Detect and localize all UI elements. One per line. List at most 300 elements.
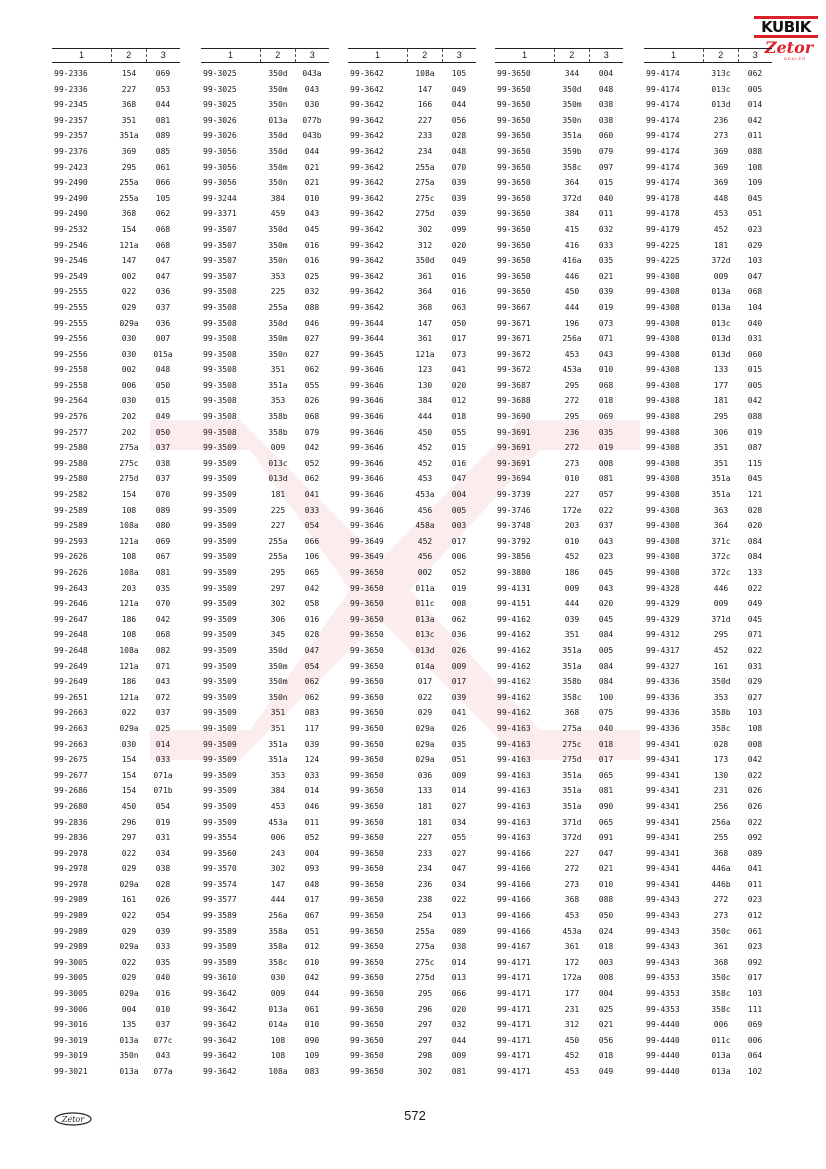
part-number: 99-3672 <box>497 365 531 375</box>
position-code: 092 <box>747 833 763 843</box>
table-row <box>348 752 476 768</box>
table-row <box>348 425 476 441</box>
column-header <box>52 48 180 63</box>
group-code: 161 <box>713 661 729 671</box>
position-code: 026 <box>747 786 763 796</box>
part-number: 99-3650 <box>497 178 531 188</box>
part-number: 99-3650 <box>497 240 531 250</box>
position-code: 044 <box>304 146 320 156</box>
group-code: 227 <box>417 115 433 125</box>
position-code: 037 <box>155 1020 171 1030</box>
part-number: 99-3509 <box>203 817 237 827</box>
group-code: 006 <box>270 833 286 843</box>
part-number: 99-3642 <box>203 1020 237 1030</box>
group-code: 147 <box>417 318 433 328</box>
position-code: 063 <box>451 302 467 312</box>
group-code: 121a <box>119 240 139 250</box>
group-code: 298 <box>417 1051 433 1061</box>
part-number: 99-2549 <box>54 271 88 281</box>
group-code: 351 <box>270 708 286 718</box>
group-code: 351a <box>562 131 582 141</box>
group-code: 243 <box>270 848 286 858</box>
table-row <box>644 113 772 129</box>
group-code: 302 <box>270 599 286 609</box>
group-code: 416 <box>564 240 580 250</box>
position-code: 051 <box>747 209 763 219</box>
group-code: 013c <box>711 318 731 328</box>
group-code: 006 <box>121 380 137 390</box>
table-row <box>201 253 329 269</box>
part-number: 99-3589 <box>203 942 237 952</box>
part-number: 99-2978 <box>54 879 88 889</box>
table-row <box>348 1033 476 1049</box>
part-number: 99-3691 <box>497 443 531 453</box>
part-number: 99-3650 <box>350 1067 384 1076</box>
position-code: 011 <box>747 879 763 889</box>
table-row <box>644 191 772 207</box>
group-code: 350m <box>268 677 288 687</box>
table-row <box>644 768 772 784</box>
table-row <box>348 1017 476 1033</box>
table-row <box>201 1064 329 1080</box>
part-number: 99-3509 <box>203 677 237 687</box>
position-code: 100 <box>598 692 614 702</box>
part-number: 99-3025 <box>203 69 237 78</box>
position-code: 010 <box>304 193 320 203</box>
group-code: 450 <box>121 801 137 811</box>
group-code: 364 <box>713 521 729 531</box>
part-number: 99-4174 <box>646 69 680 78</box>
group-code: 353 <box>270 396 286 406</box>
group-code: 236 <box>417 879 433 889</box>
table-row <box>495 113 623 129</box>
part-number: 99-4225 <box>646 240 680 250</box>
part-number: 99-4353 <box>646 989 680 999</box>
table-row <box>495 1002 623 1018</box>
position-code: 054 <box>304 521 320 531</box>
position-code: 042 <box>304 443 320 453</box>
position-code: 103 <box>747 708 763 718</box>
position-code: 019 <box>155 817 171 827</box>
group-code: 275d <box>415 209 435 219</box>
table-row <box>495 393 623 409</box>
part-number: 99-3371 <box>203 209 237 219</box>
part-number: 99-4308 <box>646 505 680 515</box>
group-code: 351a <box>268 380 288 390</box>
position-code: 010 <box>155 1004 171 1014</box>
position-code: 037 <box>598 521 614 531</box>
position-code: 047 <box>451 474 467 484</box>
part-number: 99-3650 <box>350 677 384 687</box>
position-code: 060 <box>598 131 614 141</box>
group-code: 236 <box>564 427 580 437</box>
part-number: 99-3006 <box>54 1004 88 1014</box>
part-number: 99-4308 <box>646 443 680 453</box>
position-code: 012 <box>304 942 320 952</box>
position-code: 039 <box>304 739 320 749</box>
group-code: 306 <box>713 427 729 437</box>
table-row <box>348 565 476 581</box>
part-number: 99-3646 <box>350 365 384 375</box>
group-code: 014a <box>268 1020 288 1030</box>
part-number: 99-2677 <box>54 770 88 780</box>
group-code: 368 <box>564 708 580 718</box>
position-code: 038 <box>451 942 467 952</box>
group-code: 186 <box>564 568 580 577</box>
table-row <box>495 269 623 285</box>
part-number: 99-4308 <box>646 536 680 546</box>
position-code: 032 <box>304 287 320 297</box>
part-number: 99-4308 <box>646 287 680 297</box>
position-code: 105 <box>155 193 171 203</box>
table-row <box>201 877 329 893</box>
table-row <box>201 861 329 877</box>
table-row <box>52 393 180 409</box>
position-code: 020 <box>451 380 467 390</box>
group-code: 351a <box>562 661 582 671</box>
group-code: 353 <box>713 692 729 702</box>
kubik-wordmark: KUBIK <box>754 16 818 38</box>
position-code: 031 <box>155 833 171 843</box>
group-code: 255a <box>119 178 139 188</box>
position-code: 025 <box>304 271 320 281</box>
table-row <box>644 674 772 690</box>
group-code: 295 <box>713 630 729 640</box>
group-code: 022 <box>121 287 137 297</box>
table-row <box>644 518 772 534</box>
part-number: 99-3646 <box>350 458 384 468</box>
table-row <box>201 565 329 581</box>
position-code: 048 <box>155 365 171 375</box>
part-number: 99-4166 <box>497 895 531 905</box>
table-row <box>644 503 772 519</box>
part-number: 99-2577 <box>54 427 88 437</box>
group-code: 272 <box>564 396 580 406</box>
part-number: 99-3650 <box>350 989 384 999</box>
table-row <box>348 175 476 191</box>
position-code: 043 <box>598 536 614 546</box>
position-code: 043 <box>304 84 320 94</box>
group-code: 350d <box>268 146 288 156</box>
table-row <box>495 877 623 893</box>
table-row <box>348 690 476 706</box>
zetor-wordmark: Zetor <box>764 38 814 57</box>
part-number: 99-3005 <box>54 957 88 967</box>
table-row <box>348 518 476 534</box>
group-code: 295 <box>417 989 433 999</box>
table-row <box>201 908 329 924</box>
position-code: 050 <box>155 427 171 437</box>
position-code: 099 <box>451 224 467 234</box>
group-code: 154 <box>121 786 137 796</box>
part-number: 99-3570 <box>203 864 237 874</box>
table-row <box>644 970 772 986</box>
part-number: 99-2576 <box>54 412 88 422</box>
group-code: 302 <box>417 1067 433 1076</box>
group-code: 177 <box>713 380 729 390</box>
position-code: 026 <box>304 396 320 406</box>
part-number: 99-3509 <box>203 770 237 780</box>
group-code: 272 <box>564 443 580 453</box>
part-number: 99-2580 <box>54 458 88 468</box>
position-code: 042 <box>747 755 763 765</box>
group-code: 017 <box>417 677 433 687</box>
table-row <box>644 549 772 565</box>
table-row <box>348 799 476 815</box>
group-code: 350n <box>268 256 288 266</box>
group-code: 154 <box>121 69 137 78</box>
group-code: 029 <box>121 302 137 312</box>
group-code: 010 <box>564 474 580 484</box>
part-number: 99-4308 <box>646 318 680 328</box>
part-number: 99-4163 <box>497 770 531 780</box>
position-code: 083 <box>304 1067 320 1076</box>
table-row <box>348 471 476 487</box>
part-number: 99-3509 <box>203 692 237 702</box>
group-code: 306 <box>270 614 286 624</box>
table-row <box>52 690 180 706</box>
part-number: 99-4317 <box>646 645 680 655</box>
position-code: 028 <box>155 879 171 889</box>
table-row <box>348 113 476 129</box>
part-number: 99-2663 <box>54 708 88 718</box>
group-code: 011a <box>415 583 435 593</box>
table-row <box>495 1033 623 1049</box>
part-number: 99-2646 <box>54 599 88 609</box>
position-code: 049 <box>598 1067 614 1076</box>
table-row <box>348 846 476 862</box>
table-row <box>348 768 476 784</box>
group-code: 108a <box>119 521 139 531</box>
part-number: 99-2626 <box>54 552 88 562</box>
position-code: 050 <box>155 380 171 390</box>
table-row <box>348 269 476 285</box>
header-cell-2: 2 <box>112 49 146 62</box>
position-code: 042 <box>304 973 320 983</box>
group-code: 351 <box>564 630 580 640</box>
table-row <box>495 799 623 815</box>
part-number: 99-2589 <box>54 521 88 531</box>
part-number: 99-3509 <box>203 708 237 718</box>
part-number: 99-3509 <box>203 536 237 546</box>
table-row <box>348 955 476 971</box>
position-code: 018 <box>598 1051 614 1061</box>
part-number: 99-3056 <box>203 178 237 188</box>
part-number: 99-3642 <box>203 1051 237 1061</box>
part-number: 99-3508 <box>203 302 237 312</box>
position-code: 033 <box>598 240 614 250</box>
table-row <box>52 737 180 753</box>
group-code: 013d <box>268 474 288 484</box>
part-number: 99-4308 <box>646 474 680 484</box>
position-code: 022 <box>747 817 763 827</box>
table-row <box>201 830 329 846</box>
position-code: 041 <box>451 365 467 375</box>
position-code: 042 <box>155 614 171 624</box>
part-number: 99-3650 <box>350 755 384 765</box>
group-code: 358a <box>268 942 288 952</box>
part-number: 99-3026 <box>203 131 237 141</box>
group-code: 022 <box>121 911 137 921</box>
part-number: 99-2663 <box>54 739 88 749</box>
group-code: 361 <box>564 942 580 952</box>
table-row <box>52 752 180 768</box>
position-code: 039 <box>451 193 467 203</box>
table-row <box>52 347 180 363</box>
part-number: 99-4166 <box>497 926 531 936</box>
group-code: 013a <box>119 1067 139 1076</box>
group-code: 350n <box>268 692 288 702</box>
table-row <box>495 191 623 207</box>
table-row <box>201 269 329 285</box>
position-code: 045 <box>747 474 763 484</box>
position-code: 040 <box>598 723 614 733</box>
position-code: 084 <box>598 661 614 671</box>
position-code: 068 <box>304 412 320 422</box>
table-row <box>52 768 180 784</box>
part-number: 99-4163 <box>497 723 531 733</box>
table-row <box>644 331 772 347</box>
table-row <box>52 113 180 129</box>
position-code: 054 <box>155 911 171 921</box>
group-code: 351a <box>268 739 288 749</box>
table-row <box>201 409 329 425</box>
group-code: 459 <box>270 209 286 219</box>
table-row <box>495 160 623 176</box>
table-row <box>348 549 476 565</box>
group-code: 013a <box>415 614 435 624</box>
table-row <box>644 425 772 441</box>
group-code: 351 <box>121 115 137 125</box>
part-number: 99-3650 <box>350 708 384 718</box>
position-code: 055 <box>304 380 320 390</box>
group-code: 029a <box>119 879 139 889</box>
group-code: 147 <box>270 879 286 889</box>
part-number: 99-2648 <box>54 630 88 640</box>
position-code: 053 <box>155 84 171 94</box>
group-code: 351a <box>711 490 731 500</box>
table-row <box>52 269 180 285</box>
group-code: 181 <box>713 240 729 250</box>
part-number: 99-3650 <box>350 801 384 811</box>
index-column-1 <box>52 48 180 1080</box>
column-header <box>644 48 772 63</box>
group-code: 297 <box>417 1020 433 1030</box>
table-row <box>348 222 476 238</box>
position-code: 009 <box>451 1051 467 1061</box>
part-number: 99-3650 <box>497 256 531 266</box>
part-number: 99-2345 <box>54 100 88 110</box>
group-code: 358c <box>562 162 582 172</box>
part-number: 99-3509 <box>203 568 237 577</box>
part-number: 99-3560 <box>203 848 237 858</box>
part-number: 99-3509 <box>203 474 237 484</box>
table-row <box>644 238 772 254</box>
table-row <box>644 877 772 893</box>
group-code: 275c <box>415 193 435 203</box>
table-row <box>348 861 476 877</box>
group-code: 172a <box>562 973 582 983</box>
position-code: 017 <box>747 973 763 983</box>
table-row <box>644 1033 772 1049</box>
group-code: 453 <box>713 209 729 219</box>
part-number: 99-2490 <box>54 178 88 188</box>
group-code: 225 <box>270 505 286 515</box>
part-number: 99-2555 <box>54 302 88 312</box>
position-code: 024 <box>598 926 614 936</box>
group-code: 446b <box>711 879 731 889</box>
part-number: 99-3642 <box>350 193 384 203</box>
part-number: 99-3650 <box>497 209 531 219</box>
group-code: 458a <box>415 521 435 531</box>
position-code: 075 <box>598 708 614 718</box>
group-code: 121a <box>119 536 139 546</box>
table-row <box>52 534 180 550</box>
group-code: 022 <box>121 708 137 718</box>
group-code: 108a <box>119 568 139 577</box>
part-number: 99-2564 <box>54 396 88 406</box>
part-number: 99-3650 <box>350 911 384 921</box>
group-code: 133 <box>417 786 433 796</box>
position-code: 037 <box>155 474 171 484</box>
position-code: 028 <box>304 630 320 640</box>
table-row <box>644 534 772 550</box>
position-code: 061 <box>155 162 171 172</box>
part-number: 99-4166 <box>497 864 531 874</box>
table-row <box>644 815 772 831</box>
group-code: 203 <box>121 583 137 593</box>
group-code: 203 <box>564 521 580 531</box>
table-row <box>644 316 772 332</box>
part-number: 99-3650 <box>350 599 384 609</box>
table-row <box>644 830 772 846</box>
table-row <box>348 393 476 409</box>
index-column-5 <box>644 48 772 1080</box>
position-code: 071a <box>153 770 173 780</box>
position-code: 019 <box>598 302 614 312</box>
part-number: 99-3646 <box>350 427 384 437</box>
table-row <box>495 347 623 363</box>
part-number: 99-4440 <box>646 1051 680 1061</box>
group-code: 133 <box>713 365 729 375</box>
part-number: 99-3507 <box>203 256 237 266</box>
part-number: 99-4341 <box>646 817 680 827</box>
position-code: 025 <box>155 723 171 733</box>
part-number: 99-2423 <box>54 162 88 172</box>
table-row <box>348 378 476 394</box>
position-code: 103 <box>747 989 763 999</box>
part-number: 99-4174 <box>646 131 680 141</box>
part-number: 99-3646 <box>350 505 384 515</box>
position-code: 071b <box>153 786 173 796</box>
position-code: 117 <box>304 723 320 733</box>
position-code: 066 <box>155 178 171 188</box>
table-row <box>201 222 329 238</box>
position-code: 049 <box>155 412 171 422</box>
part-number: 99-4162 <box>497 677 531 687</box>
table-row <box>52 440 180 456</box>
table-row <box>495 986 623 1002</box>
part-number: 99-3244 <box>203 193 237 203</box>
table-row <box>644 939 772 955</box>
position-code: 016 <box>451 271 467 281</box>
group-code: 453 <box>564 349 580 359</box>
table-row <box>348 331 476 347</box>
table-row <box>201 783 329 799</box>
table-row <box>348 362 476 378</box>
dealer-label: DEALER <box>784 56 807 61</box>
position-code: 043 <box>155 677 171 687</box>
